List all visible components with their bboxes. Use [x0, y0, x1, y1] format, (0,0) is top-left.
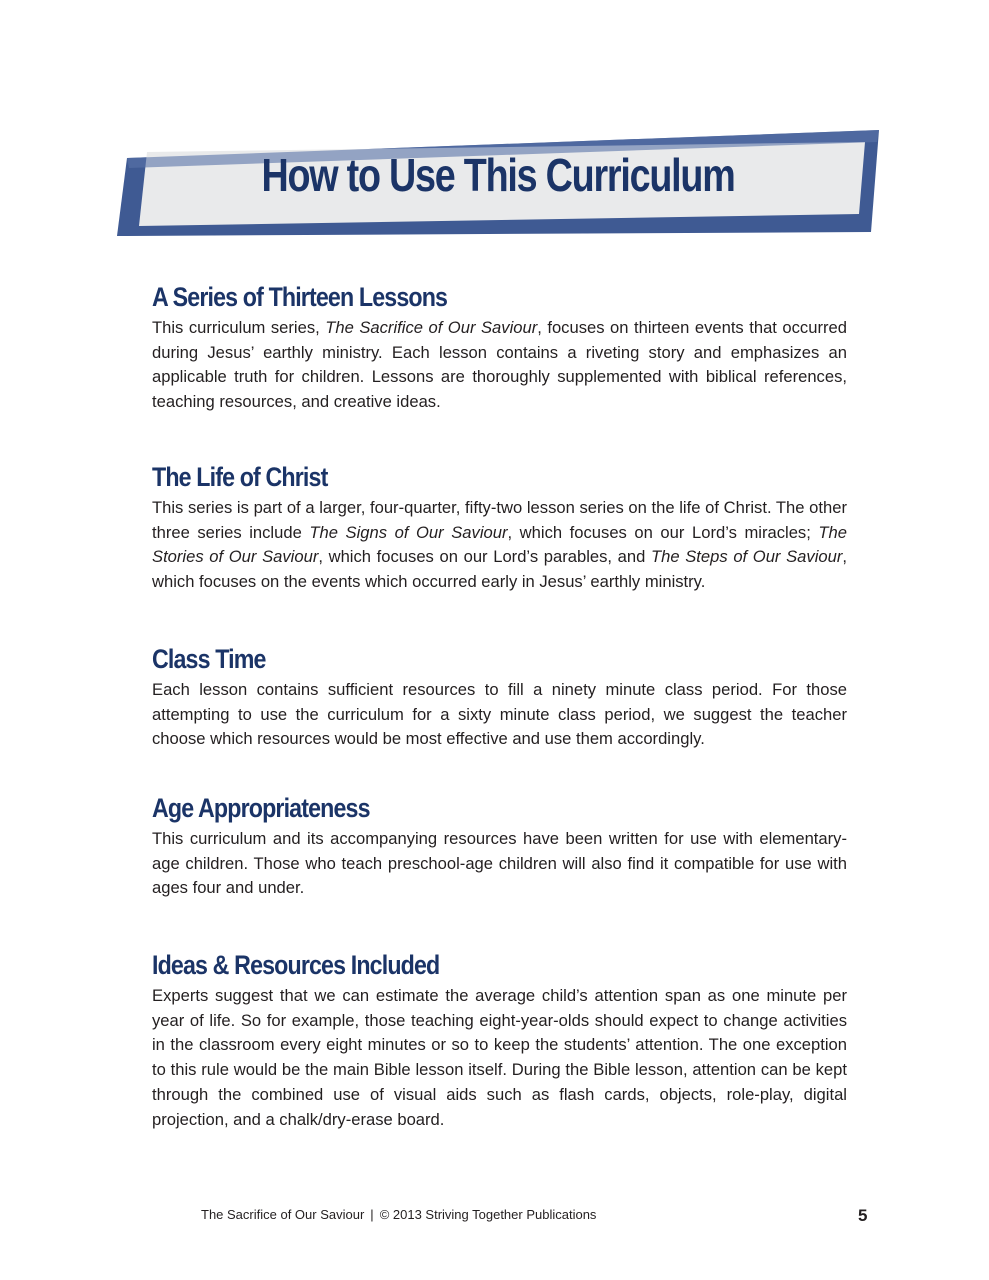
- body-text-run: , which focuses on our Lord’s miracles;: [507, 522, 819, 542]
- italic-title-text: The Stories of Our Saviour: [152, 522, 847, 567]
- page-footer: [201, 1207, 596, 1222]
- section-life-of-christ: [152, 460, 847, 595]
- section-heading: Class Time: [152, 644, 266, 674]
- section-body: [152, 984, 847, 1132]
- footer-copyright: © 2013 Striving Together Publications: [379, 1207, 597, 1222]
- section-body: [152, 316, 847, 415]
- italic-title-text: The Steps of Our Saviour: [651, 547, 843, 567]
- body-text-run: This curriculum and its accompanying resources have been written for use with elementary-age children. Those who teach preschool-age children will also find it compatible for use with ages four and under.: [152, 829, 847, 898]
- section-body: [152, 678, 847, 752]
- section-class-time: [152, 642, 847, 752]
- section-age-appropriateness: [152, 791, 847, 901]
- title-banner: [113, 128, 883, 240]
- page-title: How to Use This Curriculum: [261, 149, 735, 201]
- body-text-run: This curriculum series,: [152, 318, 326, 337]
- section-body: [152, 496, 847, 595]
- italic-title-text: The Sacrifice of Our Saviour: [325, 318, 538, 337]
- page-number: 5: [858, 1206, 868, 1225]
- section-series-of-thirteen-lessons: [152, 280, 847, 415]
- body-text-run: , focuses on thirteen events that occurred during Jesus’ earthly ministry. Each lesson contains a riveting story and emphasizes an applicable truth for children. Lessons are thoroughly supplemented with biblical references, teaching resources, and creative ideas.: [152, 318, 847, 412]
- body-text-run: Experts suggest that we can estimate the average child’s attention span as one minute per year of life. So for example, those teaching eight-year-olds should expect to change activities in the classroom every eight minutes or so to keep the students’ attention. The one exception to this rule would be the main Bible lesson itself. During the Bible lesson, attention can be kept through the combined use of visual aids such as flash cards, objects, role-play, digital projection, and a chalk/dry-erase board.: [152, 986, 847, 1129]
- section-heading: Ideas & Resources Included: [152, 950, 440, 980]
- section-heading: The Life of Christ: [152, 462, 328, 492]
- italic-title-text: The Signs of Our Saviour: [309, 522, 508, 542]
- footer-book-title: The Sacrifice of Our Saviour: [201, 1207, 365, 1222]
- section-ideas-resources: [152, 948, 847, 1132]
- body-text-run: , which focuses on our Lord’s parables, and: [318, 547, 651, 567]
- body-text-run: , which focuses on the events which occurred early in Jesus’ earthly ministry.: [152, 547, 847, 592]
- footer-separator: |: [370, 1207, 374, 1222]
- section-heading: A Series of Thirteen Lessons: [152, 282, 448, 312]
- body-text-run: This series is part of a larger, four-quarter, fifty-two lesson series on the life of Christ. The other three series include: [152, 498, 847, 542]
- body-text-run: Each lesson contains sufficient resources to fill a ninety minute class period. For those attempting to use the curriculum for a sixty minute class period, we suggest the teacher choose which resources would be most effective and use them accordingly.: [152, 680, 847, 749]
- section-heading: Age Appropriateness: [152, 793, 370, 823]
- section-body: [152, 827, 847, 901]
